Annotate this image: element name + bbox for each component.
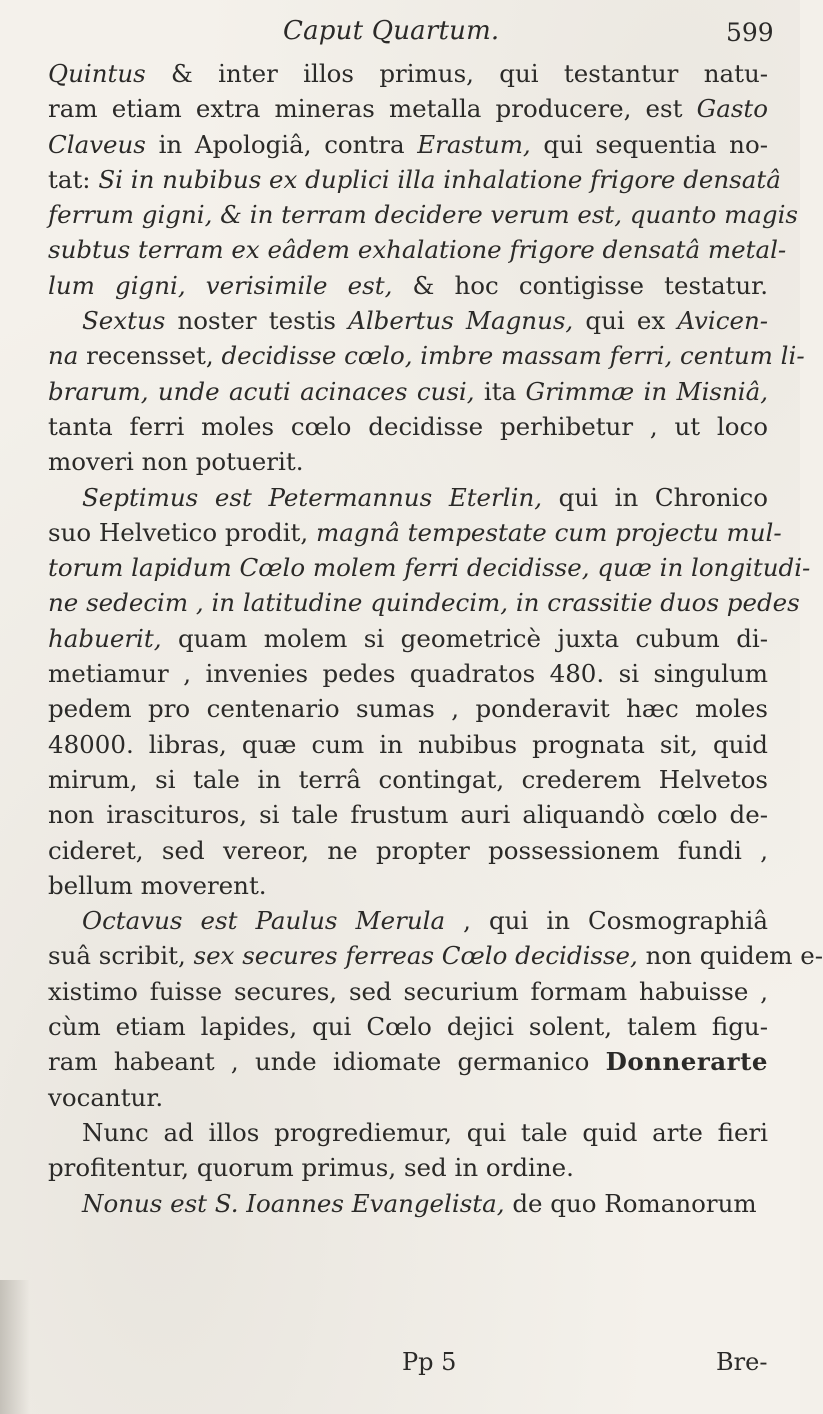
text-line <box>48 268 768 303</box>
text-line <box>48 585 800 620</box>
text-segment: 48000. libras, quæ cum in nubibus prognata sit, quid <box>48 729 768 759</box>
text-segment: vocantur. <box>48 1082 164 1112</box>
text-segment: , qui in Cosmographiâ <box>445 906 768 936</box>
text-line <box>48 974 768 1009</box>
text-line <box>48 762 768 797</box>
text-segment: Claveus <box>48 129 146 159</box>
text-line <box>48 797 768 832</box>
text-segment: Octavus est Paulus Merula <box>82 906 446 936</box>
text-segment: Sextus <box>82 306 166 336</box>
text-segment: torum lapidum Cœlo molem ferri decidisse, quæ in longitudi- <box>48 553 811 583</box>
text-line <box>48 338 805 373</box>
text-segment: quam molem si geometricè juxta cubum di- <box>161 623 768 653</box>
text-segment: ferrum gigni, & in terram decidere verum est, quanto magis <box>48 200 799 230</box>
text-segment: sex secures ferreas Cœlo decidisse, <box>193 941 638 971</box>
text-line <box>48 91 768 126</box>
text-segment: Gasto <box>696 94 768 124</box>
text-segment: Quintus <box>48 59 146 88</box>
text-line <box>48 480 768 515</box>
text-segment: qui ex <box>573 306 678 336</box>
text-line <box>48 1044 768 1079</box>
text-segment: Nonus est S. Ioannes Evangelista, <box>82 1188 505 1218</box>
text-segment: in Apologiâ, contra <box>145 129 418 159</box>
text-segment: subtus terram ex eâdem exhalatione frigore densatâ metal- <box>48 235 787 265</box>
text-segment: ram etiam extra mineras metalla producere, est <box>48 94 697 124</box>
text-line <box>48 903 768 938</box>
text-segment: magnâ tempestate cum projectu mul- <box>315 517 782 547</box>
catchword: Bre- <box>716 1348 768 1376</box>
text-line <box>48 162 781 197</box>
text-line <box>48 444 768 479</box>
text-line <box>48 1009 768 1044</box>
signature-mark: Pp 5 <box>402 1348 457 1376</box>
text-segment: mirum, si tale in terrâ contingat, crederem Helvetos <box>48 764 768 794</box>
text-segment: habuerit, <box>48 623 162 653</box>
text-line <box>48 197 799 232</box>
text-segment: pedem pro centenario sumas , ponderavit hæc moles <box>48 694 768 724</box>
text-segment: non irascituros, si tale frustum auri aliquandò cœlo de- <box>48 800 768 830</box>
text-line <box>48 56 768 91</box>
text-segment: suâ scribit, <box>48 941 194 971</box>
text-segment: ita <box>474 376 526 406</box>
text-segment: de quo Romanorum <box>504 1188 757 1218</box>
text-segment: Grimmæ in Misniâ, <box>525 376 768 406</box>
text-segment: tanta ferri moles cœlo decidisse perhibetur , ut loco <box>48 411 768 441</box>
text-segment: Donnerarte <box>605 1047 768 1077</box>
text-segment: xistimo fuisse secures, sed securium formam habuisse , <box>48 976 768 1006</box>
text-segment: Erastum, <box>417 129 531 159</box>
text-line <box>48 1186 768 1221</box>
text-segment: Albertus Magnus, <box>348 306 574 336</box>
text-segment: cùm etiam lapides, qui Cœlo dejici solent, talem figu- <box>48 1012 768 1042</box>
text-segment: & inter illos primus, qui testantur natu- <box>145 59 768 88</box>
text-segment: recensset, <box>78 341 222 371</box>
text-segment: Si in nubibus ex duplici illa inhalatione frigore densatâ <box>98 164 781 194</box>
text-line <box>48 1115 768 1150</box>
text-segment: decidisse cœlo, imbre massam ferri, centum li- <box>221 341 805 371</box>
running-head: Caput Quartum. <box>283 16 500 46</box>
text-line <box>48 621 768 656</box>
page-edge-shadow <box>0 1280 30 1414</box>
text-line <box>48 868 768 903</box>
text-segment: Nunc ad illos progrediemur, qui tale quid arte fieri <box>82 1117 768 1147</box>
text-line <box>48 127 768 162</box>
text-line <box>48 691 768 726</box>
text-line <box>48 409 768 444</box>
text-line <box>48 303 768 338</box>
text-segment: qui sequentia no- <box>530 129 768 159</box>
text-line <box>48 550 811 585</box>
text-segment: bellum moverent. <box>48 870 267 900</box>
text-segment: ne sedecim , in latitudine quindecim, in crassitie duos pedes <box>48 588 800 618</box>
text-segment: & hoc contigisse testatur. <box>392 270 768 300</box>
text-segment: suo Helvetico prodit, <box>48 517 316 547</box>
text-line <box>48 515 782 550</box>
text-segment: brarum, unde acuti acinaces cusi, <box>48 376 475 406</box>
text-segment: tat: <box>48 164 99 194</box>
text-segment: Avicen- <box>677 306 768 336</box>
text-segment: lum gigni, verisimile est, <box>48 270 393 300</box>
text-line <box>48 727 768 762</box>
body-text <box>48 56 823 1221</box>
text-segment: qui in Chronico <box>542 482 768 512</box>
text-segment: profitentur, quorum primus, sed in ordine. <box>48 1153 574 1183</box>
page-header <box>0 14 800 48</box>
text-segment: metiamur , invenies pedes quadratos 480. si singulum <box>48 659 768 689</box>
text-segment: noster testis <box>165 306 349 336</box>
text-segment: moveri non potuerit. <box>48 447 304 477</box>
text-segment: cideret, sed vereor, ne propter possessionem fundi , <box>48 835 768 865</box>
text-line <box>48 833 768 868</box>
text-line <box>48 1150 768 1185</box>
text-segment: ram habeant , unde idiomate germanico <box>48 1047 606 1077</box>
text-segment: Septimus est Petermannus Eterlin, <box>82 482 543 512</box>
text-line <box>48 374 768 409</box>
page-number: 599 <box>726 18 774 47</box>
text-line <box>48 656 768 691</box>
text-line <box>48 232 787 267</box>
text-line <box>48 1080 768 1115</box>
page-footer <box>0 1348 800 1382</box>
text-segment: na <box>48 341 79 371</box>
text-segment: non quidem e- <box>637 941 823 971</box>
text-line <box>48 938 823 973</box>
